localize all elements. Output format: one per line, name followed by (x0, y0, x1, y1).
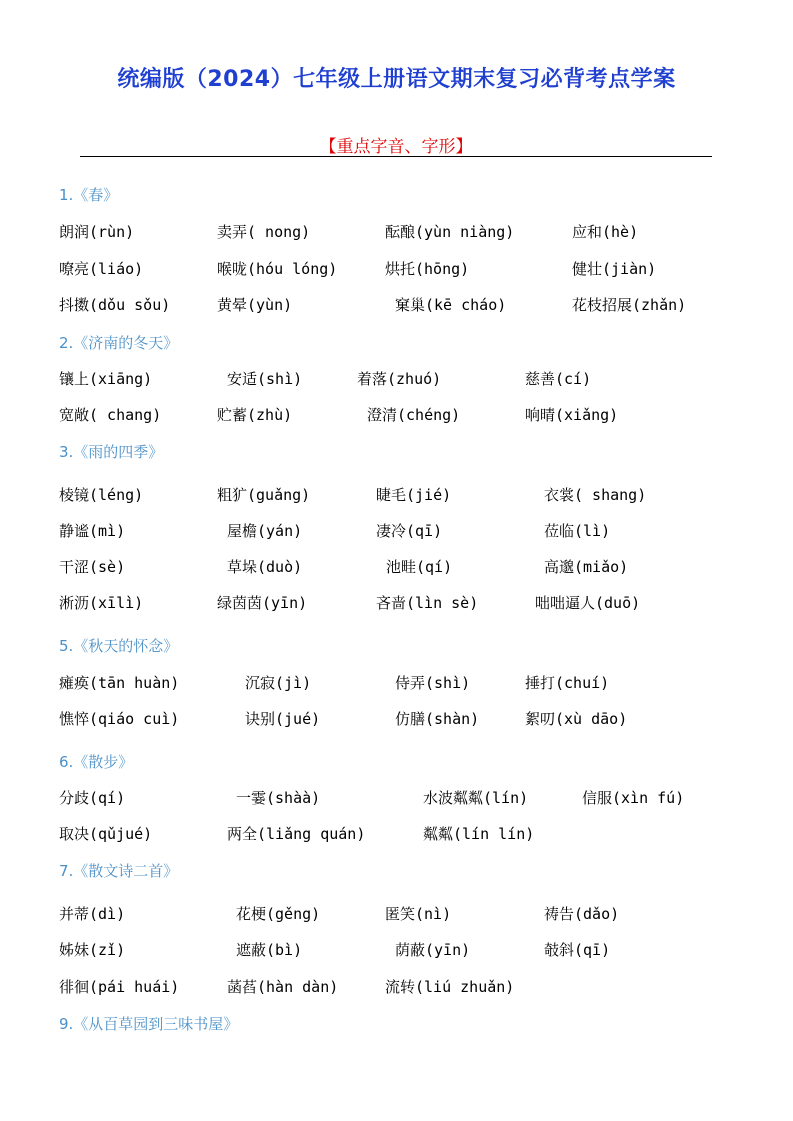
vocab-item: 取决(qǔjué) (59, 825, 153, 843)
lesson-heading-1: 1.《春》 (59, 186, 119, 204)
vocab-item: 酝酿(yùn niàng) (385, 223, 515, 241)
vocab-item: 沉寂(jì) (245, 674, 312, 692)
vocab-item: 池畦(qí) (386, 558, 453, 576)
vocab-item: 咄咄逼人(duō) (535, 594, 641, 612)
vocab-item: 响晴(xiǎng) (525, 406, 619, 424)
vocab-item: 抖擞(dǒu sǒu) (59, 296, 171, 314)
lesson-heading-3: 3.《雨的四季》 (59, 443, 164, 461)
lesson-heading-5: 5.《秋天的怀念》 (59, 637, 179, 655)
vocab-item: 吝啬(lìn sè) (376, 594, 479, 612)
vocab-item: 应和(hè) (572, 223, 639, 241)
vocab-item: 匿笑(nì) (385, 905, 452, 923)
vocab-item: 菡萏(hàn dàn) (227, 978, 339, 996)
vocab-item: 并蒂(dì) (59, 905, 126, 923)
vocab-item: 粼粼(lín lín) (423, 825, 535, 843)
vocab-item: 花梗(gěng) (236, 905, 321, 923)
vocab-item: 水波粼粼(lín) (423, 789, 529, 807)
vocab-item: 安适(shì) (227, 370, 303, 388)
vocab-item: 分歧(qí) (59, 789, 126, 807)
vocab-item: 花枝招展(zhǎn) (572, 296, 687, 314)
vocab-item: 粗犷(guǎng) (217, 486, 311, 504)
vocab-item: 嘹亮(liáo) (59, 260, 144, 278)
vocab-item: 姊妹(zǐ) (59, 941, 126, 959)
vocab-item: 静谧(mì) (59, 522, 126, 540)
subtitle-rule (80, 130, 712, 157)
vocab-item: 莅临(lì) (544, 522, 611, 540)
vocab-item: 仿膳(shàn) (395, 710, 480, 728)
vocab-item: 贮蓄(zhù) (217, 406, 293, 424)
vocab-item: 烘托(hōng) (385, 260, 470, 278)
vocab-item: 健壮(jiàn) (572, 260, 657, 278)
vocab-item: 草垛(duò) (227, 558, 303, 576)
vocab-item: 两全(liǎng quán) (227, 825, 366, 843)
vocab-item: 信服(xìn fú) (582, 789, 685, 807)
vocab-item: 瘫痪(tān huàn) (59, 674, 180, 692)
vocab-item: 侍弄(shì) (395, 674, 471, 692)
vocab-item: 絮叨(xù dāo) (525, 710, 628, 728)
vocab-item: 诀别(jué) (245, 710, 321, 728)
vocab-item: 淅沥(xīlì) (59, 594, 144, 612)
vocab-item: 捶打(chuí) (525, 674, 610, 692)
vocab-item: 棱镜(léng) (59, 486, 144, 504)
vocab-item: 朗润(rùn) (59, 223, 135, 241)
lesson-heading-7: 7.《散文诗二首》 (59, 862, 179, 880)
vocab-item: 衣裳( shang) (544, 486, 647, 504)
lesson-heading-9: 9.《从百草园到三味书屋》 (59, 1015, 239, 1033)
vocab-item: 绿茵茵(yīn) (217, 594, 308, 612)
vocab-item: 流转(liú zhuǎn) (385, 978, 515, 996)
vocab-item: 凄冷(qī) (376, 522, 443, 540)
vocab-item: 宽敞( chang) (59, 406, 162, 424)
vocab-item: 徘徊(pái huái) (59, 978, 180, 996)
vocab-item: 喉咙(hóu lóng) (217, 260, 338, 278)
vocab-item: 着落(zhuó) (357, 370, 442, 388)
vocab-item: 憔悴(qiáo cuì) (59, 710, 180, 728)
vocab-item: 遮蔽(bì) (236, 941, 303, 959)
vocab-item: 屋檐(yán) (227, 522, 303, 540)
vocab-item: 高邈(miǎo) (544, 558, 629, 576)
vocab-item: 干涩(sè) (59, 558, 126, 576)
lesson-heading-6: 6.《散步》 (59, 753, 134, 771)
vocab-item: 一霎(shàà) (236, 789, 321, 807)
section-subtitle: 【重点字音、字形】 (319, 137, 473, 157)
vocab-item: 荫蔽(yīn) (395, 941, 471, 959)
vocab-item: 攲斜(qī) (544, 941, 611, 959)
vocab-item: 澄清(chéng) (367, 406, 461, 424)
vocab-item: 镶上(xiāng) (59, 370, 153, 388)
vocab-item: 黄晕(yùn) (217, 296, 293, 314)
vocab-item: 祷告(dǎo) (544, 905, 620, 923)
vocab-item: 睫毛(jié) (376, 486, 452, 504)
vocab-item: 窠巢(kē cháo) (395, 296, 507, 314)
lesson-heading-2: 2.《济南的冬天》 (59, 334, 179, 352)
page-title: 统编版（2024）七年级上册语文期末复习必背考点学案 (117, 67, 676, 92)
vocab-item: 卖弄( nong) (217, 223, 311, 241)
vocab-item: 慈善(cí) (525, 370, 592, 388)
